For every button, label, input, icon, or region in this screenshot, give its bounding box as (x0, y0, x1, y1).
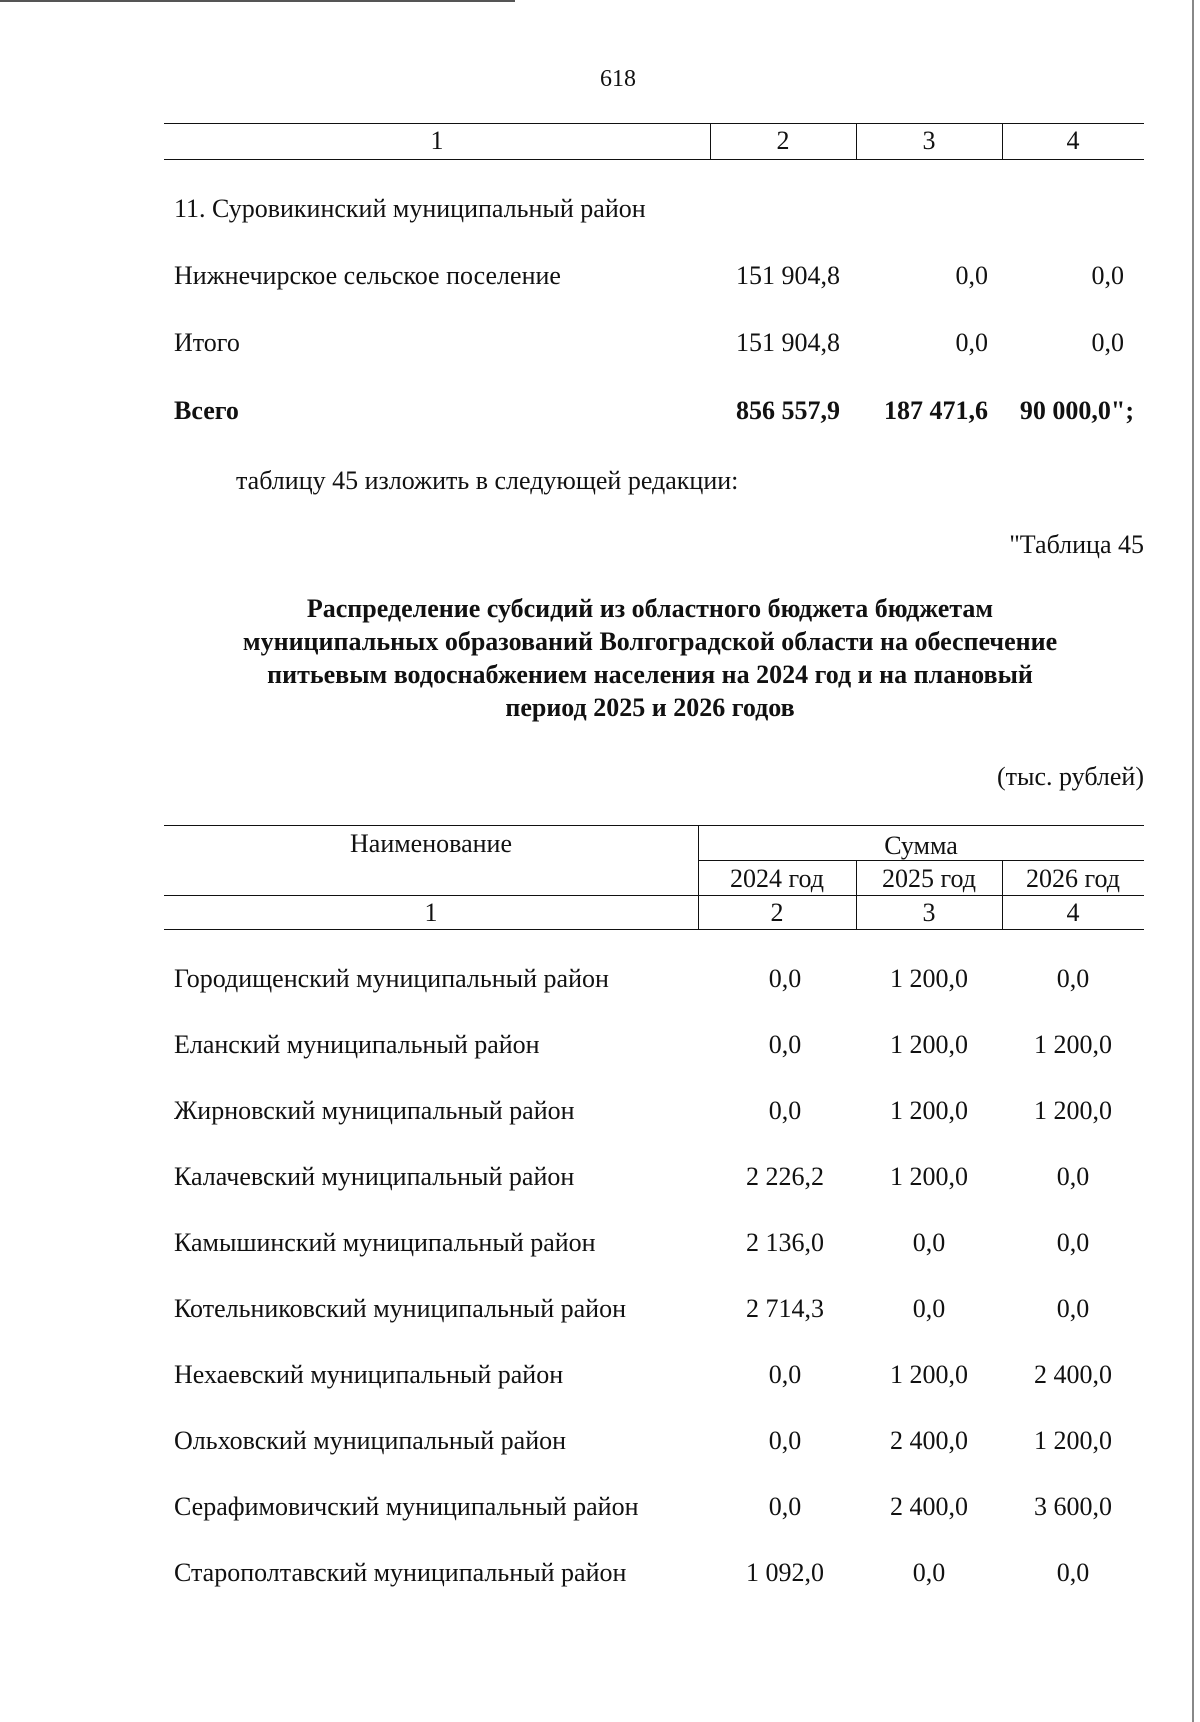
table-row (0, 261, 1200, 295)
column-number-3: 3 (922, 126, 936, 155)
row-name: Камышинский муниципальный район (174, 1228, 596, 1257)
total-value-2024: 856 557,9 (736, 396, 840, 425)
row-value-2025: 2 400,0 (890, 1426, 968, 1455)
column-number-4: 4 (1066, 898, 1080, 927)
row-value-2024: 2 136,0 (746, 1228, 824, 1257)
row-value-2026: 0,0 (1056, 1558, 1090, 1587)
row-name: Серафимовичский муниципальный район (174, 1492, 639, 1521)
row-value-2025: 0,0 (955, 328, 988, 357)
column-header-name: Наименование (350, 829, 512, 858)
column-header-sum: Сумма (884, 831, 958, 860)
row-value-2024: 0,0 (768, 1030, 802, 1059)
table-row (0, 1360, 1200, 1394)
total-label: Всего (174, 396, 239, 425)
column-number-1: 1 (430, 126, 444, 155)
row-value-2024: 0,0 (768, 1360, 802, 1389)
section-title: 11. Суровикинский муниципальный район (174, 194, 646, 223)
row-value-2024: 0,0 (768, 964, 802, 993)
row-name: Городищенский муниципальный район (174, 964, 609, 993)
row-name: Нехаевский муниципальный район (174, 1360, 564, 1389)
table45-years-rule (164, 895, 1144, 896)
row-name: Ольховский муниципальный район (174, 1426, 567, 1455)
table-row (0, 1228, 1200, 1262)
row-value-2026: 0,0 (1056, 1162, 1090, 1191)
row-value-2025: 1 200,0 (890, 1162, 968, 1191)
scan-edge-right (1192, 0, 1194, 1722)
row-value-2024: 1 092,0 (746, 1558, 824, 1587)
total-value-2026: 90 000,0"; (1019, 396, 1134, 425)
total-row (0, 396, 1200, 430)
row-value-2025: 1 200,0 (890, 1360, 968, 1389)
row-value-2025: 1 200,0 (890, 1096, 968, 1125)
table-row (0, 1492, 1200, 1526)
row-value-2026: 1 200,0 (1034, 1426, 1112, 1455)
row-value-2024: 2 714,3 (746, 1294, 824, 1323)
row-name: Нижнечирское сельское поселение (174, 261, 561, 290)
row-value-2026: 3 600,0 (1034, 1492, 1112, 1521)
table-title (150, 592, 1150, 724)
table-row (0, 1294, 1200, 1328)
row-name: Еланский муниципальный район (174, 1030, 540, 1059)
row-value-2026: 0,0 (1091, 261, 1124, 290)
row-value-2024: 0,0 (768, 1492, 802, 1521)
row-value-2026: 2 400,0 (1034, 1360, 1112, 1389)
scan-edge-top (0, 0, 515, 2)
table-header-rule-top (164, 123, 1144, 124)
row-value-2024: 0,0 (768, 1096, 802, 1125)
table-header-rule-bottom (164, 159, 1144, 160)
column-number-3: 3 (922, 898, 936, 927)
intro-text: таблицу 45 изложить в следующей редакции: (236, 466, 739, 495)
row-value-2024: 2 226,2 (746, 1162, 824, 1191)
table-row (0, 1162, 1200, 1196)
table45-header-rule-top (164, 825, 1144, 826)
row-name: Жирновский муниципальный район (174, 1096, 575, 1125)
row-value-2024: 0,0 (768, 1426, 802, 1455)
column-number-1: 1 (424, 898, 438, 927)
row-value-2026: 0,0 (1056, 1228, 1090, 1257)
units-label: (тыс. рублей) (996, 762, 1144, 791)
row-value-2026: 1 200,0 (1034, 1096, 1112, 1125)
row-value-2025: 0,0 (912, 1294, 946, 1323)
row-value-2024: 151 904,8 (736, 261, 840, 290)
table-label: "Таблица 45 (1009, 530, 1144, 559)
table-row (0, 1030, 1200, 1064)
row-value-2026: 0,0 (1056, 964, 1090, 993)
table-row (0, 1426, 1200, 1460)
table-title-line: питьевым водоснабжением населения на 2024 год и на плановый (267, 660, 1033, 689)
row-value-2024: 151 904,8 (736, 328, 840, 357)
row-name: Старополтавский муниципальный район (174, 1558, 627, 1587)
table-row (0, 328, 1200, 362)
column-number-4: 4 (1066, 126, 1080, 155)
row-value-2025: 0,0 (955, 261, 988, 290)
table-title-line: муниципальных образований Волгоградской области на обеспечение (242, 627, 1058, 656)
row-value-2025: 1 200,0 (890, 964, 968, 993)
total-value-2025: 187 471,6 (884, 396, 988, 425)
row-name: Итого (174, 328, 240, 357)
row-name: Котельниковский муниципальный район (174, 1294, 626, 1323)
row-value-2026: 0,0 (1091, 328, 1124, 357)
page-number: 618 (600, 66, 636, 92)
column-number-2: 2 (776, 126, 790, 155)
row-value-2025: 2 400,0 (890, 1492, 968, 1521)
row-value-2025: 0,0 (912, 1558, 946, 1587)
table-row (0, 1096, 1200, 1130)
row-name: Калачевский муниципальный район (174, 1162, 575, 1191)
table-row (0, 1558, 1200, 1592)
row-value-2026: 0,0 (1056, 1294, 1090, 1323)
row-value-2026: 1 200,0 (1034, 1030, 1112, 1059)
table-title-line: Распределение субсидий из областного бюджета бюджетам (306, 594, 994, 623)
column-header-year: 2025 год (882, 864, 976, 893)
row-value-2025: 0,0 (912, 1228, 946, 1257)
table45-header-rule-bottom (164, 929, 1144, 930)
table-row (0, 964, 1200, 998)
row-value-2025: 1 200,0 (890, 1030, 968, 1059)
column-header-year: 2026 год (1026, 864, 1120, 893)
column-number-2: 2 (770, 898, 784, 927)
table-title-line: период 2025 и 2026 годов (505, 693, 795, 722)
column-header-year: 2024 год (730, 864, 824, 893)
section-title-row (0, 194, 1200, 228)
